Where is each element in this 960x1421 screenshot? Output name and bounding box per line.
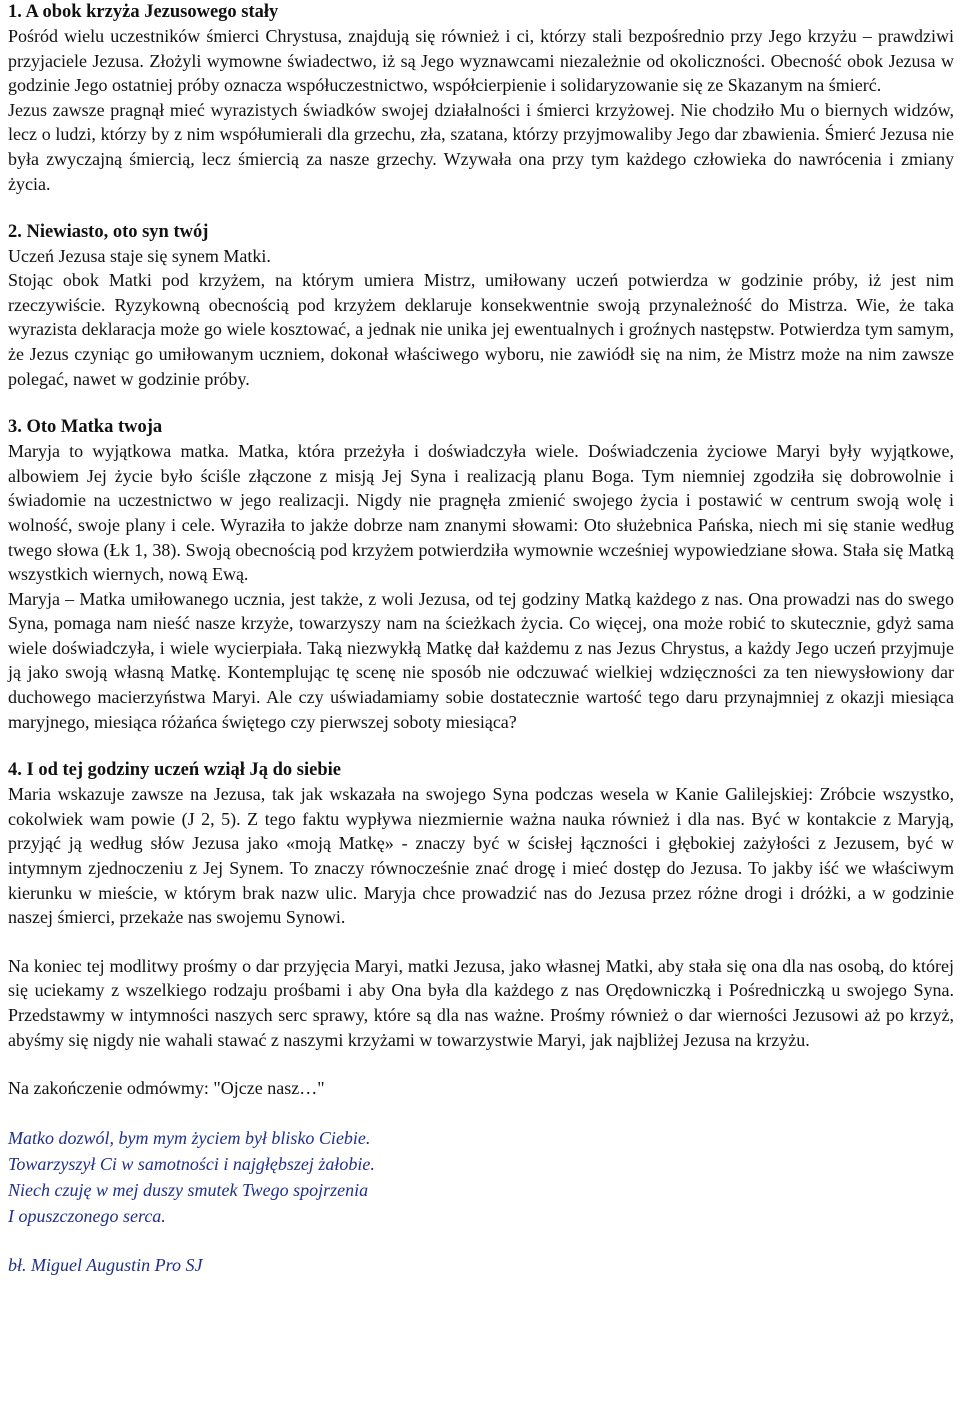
section-2-subtitle: Uczeń Jezusa staje się synem Matki. — [8, 246, 271, 267]
section-2-paragraph-1: Stojąc obok Matki pod krzyżem, na którym umiera Mistrz, umiłowany uczeń potwierdza w godzinie próby, iż jest nim rzeczywiście. Ryzykowną obecnością pod krzyżem deklaruje konsekwentnie swoją przynależność do Mistrza. Wie, że taka wyrazista deklaracja może go wiele kosztować, a jednak nie unika jej ewentualnych i groźnych następstw. Potwierdza tym samym, że Jezus czyniąc go umiłowanym uczniem, dokonał właściwego wyboru, nie zawiódł się na nim, że Mistrz może na nim zawsze polegać, nawet w godzinie próby. — [8, 270, 954, 389]
spacer — [8, 391, 954, 415]
section-2-title: 2. Niewiasto, oto syn twój — [8, 222, 209, 243]
spacer — [8, 930, 954, 954]
section-3-paragraph-1: Maryja to wyjątkowa matka. Matka, która przeżyła i doświadczyła wiele. Doświadczenia życiowe Maryi były wyjątkowe, albowiem Jej życie było ściśle złączone z misją Jej Syna i realizacją planu Boga. Tym niemniej zgodziła się dobrowolnie i świadomie na uczestnictwo w jego realizacji. Nigdy nie pragnęła zmienić swojego życia i postawić w centrum swoją wolę i wolność, swoje plany i cele. Wyraziła to jakże dobrze nam znanymi słowami: Oto służebnica Pańska, niech mi się stanie według twego słowa (Łk 1, 38). Swoją obecnością pod krzyżem potwierdziła wymownie wcześniej wypowiedziane słowa. Stała się Matką wszystkich wiernych, nową Ewą. — [8, 441, 954, 585]
closing-paragraph: Na koniec tej modlitwy prośmy o dar przyjęcia Maryi, matki Jezusa, jako własnej Matki, aby stała się ona dla nas osobą, do której się uciekamy z wszelkiego rodzaju prośbami i aby Ona była dla każdego z nas Orędowniczką i Pośredniczką u swojego Syna. Przedstawmy w intymności naszych serc sprawy, które są dla nas ważne. Prośmy również o dar wierności Jezusowi aż po krzyż, abyśmy się nigdy nie wahali stawać z naszymi krzyżami w towarzystwie Maryi, jak najbliżej Jezusa na krzyżu. — [8, 955, 954, 1050]
section-3-paragraph-2: Maryja – Matka umiłowanego ucznia, jest także, z woli Jezusa, od tej godziny Matką każdego z nas. Ona prowadzi nas do swego Syna, pomaga nam nieść nasze krzyże, towarzyszy nam na ścieżkach życia. Co więcej, ona może robić to skutecznie, gdyż sama wiele doświadczyła, i wiele wycierpiała. Taką niezwykłą Matkę dał każdemu z nas Jezus Chrystus, a każdy Jego uczeń przyjmuje ją jako swoją własną Matkę. Kontemplując tę scenę nie sposób nie odczuwać wielkiej wdzięczności za ten niewysłowiony dar duchowego macierzyństwa Maryi. Ale czy uświadamiamy sobie dostatecznie wartość tego daru przynajmniej z okazji miesiąca maryjnego, miesiąca różańca świętego czy pierwszej soboty miesiąca? — [8, 588, 954, 732]
section-4-title: 4. I od tej godziny uczeń wziął Ją do siebie — [8, 760, 341, 781]
section-1-title: 1. A obok krzyża Jezusowego stały — [8, 2, 279, 22]
poem-line-1: Matko dozwól, bym mym życiem był blisko Ciebie. — [8, 1127, 371, 1148]
poem-line-4: I opuszczonego serca. — [8, 1205, 166, 1226]
final-prayer-line: Na zakończenie odmówmy: "Ojcze nasz…" — [8, 1078, 325, 1099]
spacer — [8, 1229, 954, 1253]
poem-line-3: Niech czuję w mej duszy smutek Twego spojrzenia — [8, 1179, 369, 1200]
section-1-paragraph-2: Jezus zawsze pragnął mieć wyrazistych świadków swojej działalności i śmierci krzyżowej. Nie chodziło Mu o biernych widzów, lecz o ludzi, którzy by z nim współumierali dla grzechu, zła, szatana, którzy przyjmowaliby Jego dar zbawienia. Śmierć Jezusa nie była zwyczajną śmiercią, lecz śmiercią za nasze grzechy. Wzywała ona przy tym każdego człowieka do nawrócenia i zmiany życia. — [8, 99, 954, 194]
spacer — [8, 1101, 954, 1125]
spacer — [8, 196, 954, 220]
poem — [8, 1125, 954, 1229]
spacer — [8, 1052, 954, 1076]
author-signature: bł. Miguel Augustin Pro SJ — [8, 1254, 203, 1275]
section-1-paragraph-1: Pośród wielu uczestników śmierci Chrystusa, znajdują się również i ci, którzy stali bezpośrednio przy Jego krzyżu – prawdziwi przyjaciele Jezusa. Złożyli wymowne świadectwo, iż są Jego wyznawcami niezależnie od okoliczności. Obecność obok Jezusa w godzinie Jego ostatniej próby oznacza współuczestnictwo, współcierpienie i solidaryzowanie się ze Skazanym na śmierć. — [8, 26, 954, 96]
poem-line-2: Towarzyszył Ci w samotności i najgłębszej żałobie. — [8, 1153, 375, 1174]
section-4-paragraph-1: Maria wskazuje zawsze na Jezusa, tak jak wskazała na swojego Syna podczas wesela w Kanie Galilejskiej: Zróbcie wszystko, cokolwiek wam powie (J 2, 5). Z tego faktu wypływa niezmiernie ważna nauka również i dla nas. Być w kontakcie z Maryją, przyjąć ją według słów Jezusa jako «moją Matkę» - znaczy być w ścisłej łączności i głębokiej zażyłości z Jezusem, być w intymnym zjednoczeniu z Jej Synem. To znaczy równocześnie znać drogę i mieć dostęp do Jezusa. To jakby iść we właściwym kierunku w mieście, w którym brak nazw ulic. Maryja chce prowadzić nas do Jezusa przez różne drogi i dróżki, a w godzinie naszej śmierci, przekaże nas swojemu Synowi. — [8, 784, 954, 928]
section-3-title: 3. Oto Matka twoja — [8, 417, 163, 438]
spacer — [8, 734, 954, 758]
